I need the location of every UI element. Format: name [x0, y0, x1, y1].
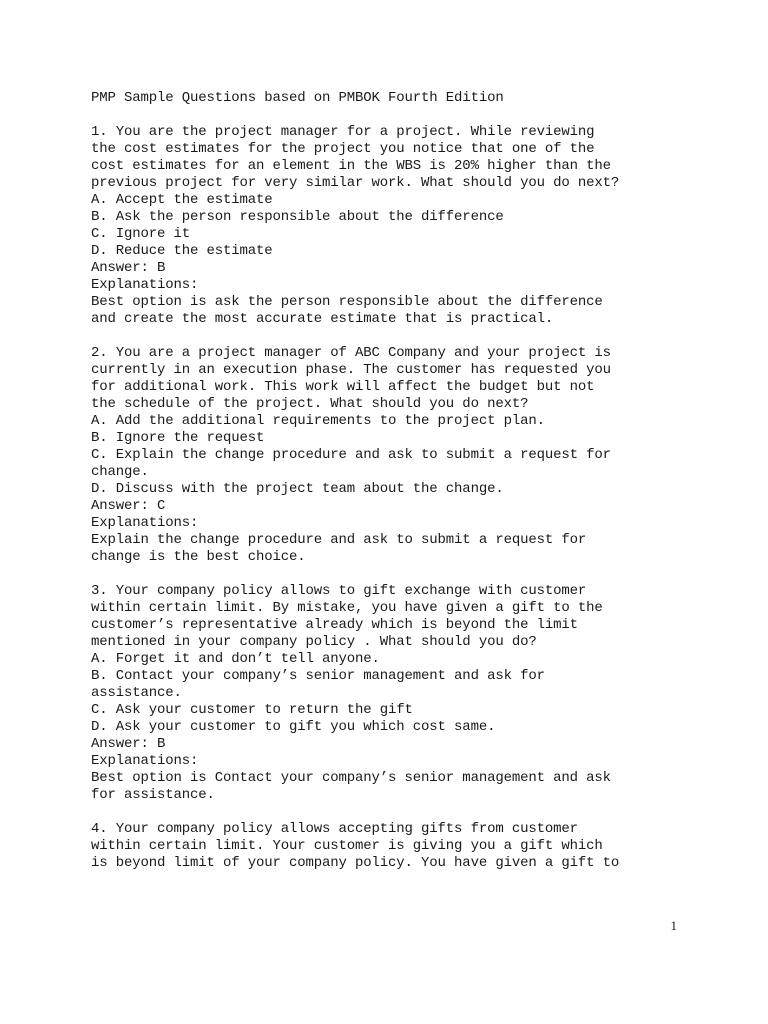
- question-4: [91, 821, 731, 872]
- option-d: D. Reduce the estimate: [91, 243, 273, 259]
- document-title: PMP Sample Questions based on PMBOK Fourth Edition: [91, 90, 504, 106]
- option-b: B. Ask the person responsible about the difference: [91, 209, 504, 225]
- blank-line: [91, 328, 731, 345]
- question-text-line: 4. Your company policy allows accepting gifts from customer: [91, 821, 578, 837]
- explanation-line: for assistance.: [91, 787, 215, 803]
- explanation-line: change is the best choice.: [91, 549, 306, 565]
- question-text-line: cost estimates for an element in the WBS is 20% higher than the: [91, 158, 611, 174]
- question-text-line: mentioned in your company policy . What should you do?: [91, 634, 537, 650]
- blank-line: [91, 107, 731, 124]
- answer: Answer: B: [91, 260, 166, 276]
- option-a: A. Add the additional requirements to the project plan.: [91, 413, 545, 429]
- explanations-heading: Explanations:: [91, 753, 199, 769]
- question-text-line: is beyond limit of your company policy. You have given a gift to: [91, 855, 620, 871]
- option-d: D. Ask your customer to gift you which cost same.: [91, 719, 496, 735]
- question-text-line: for additional work. This work will affect the budget but not: [91, 379, 595, 395]
- option-d: D. Discuss with the project team about the change.: [91, 481, 504, 497]
- question-text-line: previous project for very similar work. What should you do next?: [91, 175, 620, 191]
- explanation-line: Best option is ask the person responsible about the difference: [91, 294, 603, 310]
- explanation-line: Explain the change procedure and ask to submit a request for: [91, 532, 587, 548]
- question-text-line: within certain limit. By mistake, you have given a gift to the: [91, 600, 603, 616]
- blank-line: [91, 804, 731, 821]
- question-text-line: the schedule of the project. What should you do next?: [91, 396, 529, 412]
- option-b: B. Contact your company’s senior management and ask for: [91, 668, 545, 684]
- explanation-line: and create the most accurate estimate that is practical.: [91, 311, 554, 327]
- option-c-continued: change.: [91, 464, 149, 480]
- option-a: A. Accept the estimate: [91, 192, 273, 208]
- explanations-heading: Explanations:: [91, 277, 199, 293]
- question-text-line: 3. Your company policy allows to gift exchange with customer: [91, 583, 587, 599]
- option-c: C. Ignore it: [91, 226, 191, 242]
- question-2: [91, 345, 731, 566]
- explanation-line: Best option is Contact your company’s senior management and ask: [91, 770, 611, 786]
- document-body: [91, 90, 731, 872]
- question-3: [91, 583, 731, 804]
- question-text-line: currently in an execution phase. The customer has requested you: [91, 362, 611, 378]
- page-number: 1: [670, 918, 677, 933]
- option-c: C. Ask your customer to return the gift: [91, 702, 413, 718]
- question-text-line: within certain limit. Your customer is giving you a gift which: [91, 838, 603, 854]
- option-b-continued: assistance.: [91, 685, 182, 701]
- option-a: A. Forget it and don’t tell anyone.: [91, 651, 380, 667]
- question-text-line: 1. You are the project manager for a project. While reviewing: [91, 124, 595, 140]
- question-text-line: the cost estimates for the project you notice that one of the: [91, 141, 595, 157]
- option-c: C. Explain the change procedure and ask to submit a request for: [91, 447, 611, 463]
- question-text-line: customer’s representative already which is beyond the limit: [91, 617, 578, 633]
- explanations-heading: Explanations:: [91, 515, 199, 531]
- answer: Answer: B: [91, 736, 166, 752]
- blank-line: [91, 566, 731, 583]
- option-b: B. Ignore the request: [91, 430, 265, 446]
- answer: Answer: C: [91, 498, 166, 514]
- question-1: [91, 124, 731, 328]
- question-text-line: 2. You are a project manager of ABC Company and your project is: [91, 345, 611, 361]
